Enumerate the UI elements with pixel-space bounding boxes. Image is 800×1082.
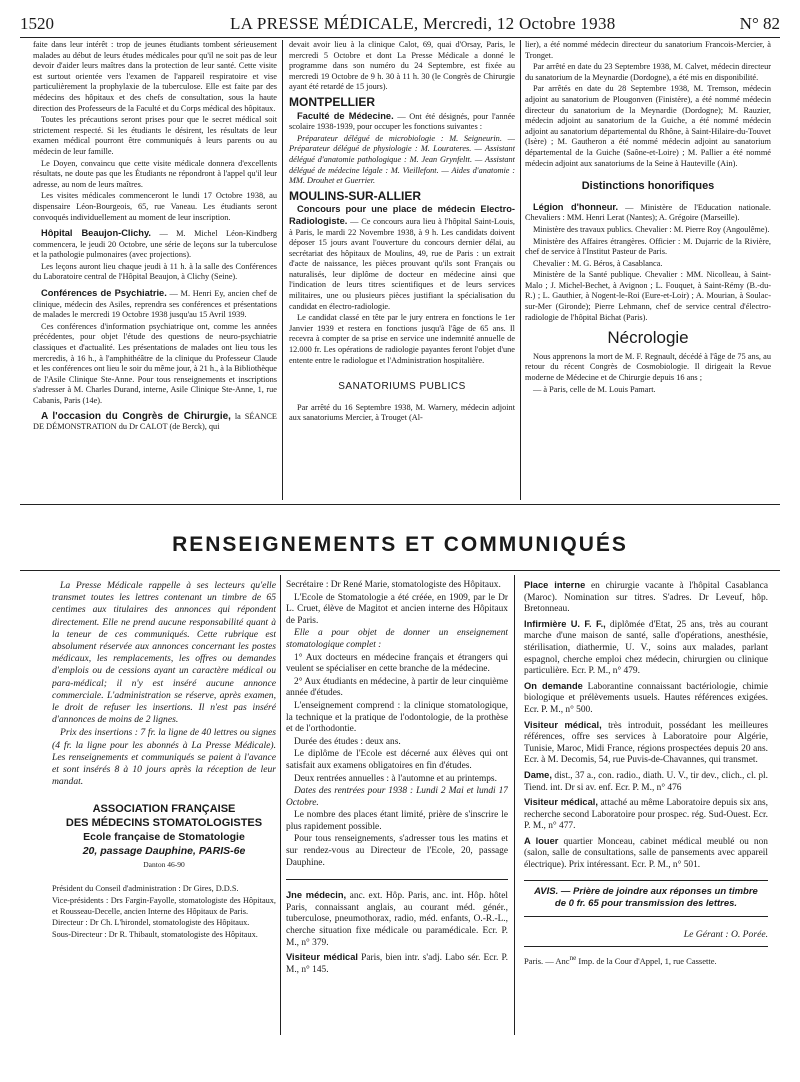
paragraph: faite dans leur intérêt : trop de jeunes étudiants tombent sérieusement malades au début de leurs études médicales pour qu'il ne soit pas de leur devoir d'aider leurs maîtres dans la protection de leur santé. Cette visite est surtout orientée vers l'examen de l'appareil respiratoire et vise particulièrement la prophylaxie de la tuberculose. Elle est faite par des médecins des hôpitaux et des chefs de consultation, sous la haute direction des Professeurs de la Faculté et du Corps médical des hôpitaux. [33, 40, 277, 113]
avis-box [524, 880, 768, 917]
column-1 [33, 40, 277, 500]
association-name: ASSOCIATION FRANÇAISE [92, 803, 236, 816]
ad-text: Paris, bien intr. s'adj. Labo sér. Ecr. P. M., n° 145. [286, 953, 508, 975]
paragraph: — Ce concours aura lieu à l'hôpital Saint-Louis, à Paris, le mardi 22 Novembre 1938, à 9 h. Les candidats doivent déposer 15 jours avant l'ouverture du concours dernier délai, au secrétariat des hôpitaux de Moulins, 49, rue de Paris : un extrait d'acte de naissance, les pièces prouvant qu'ils sont Français ou naturalisés, leur diplôme de docteur en médecine ainsi que l'indication de leurs titres scientifiques et de leurs services militaires, une ou plusieurs pièces justifiant la spécialisation du candidat en électro-radiologie. [289, 216, 515, 311]
section-heading: Hôpital Beaujon-Clichy. [41, 228, 152, 239]
page-number-left: 1520 [20, 14, 54, 33]
paragraph: Le diplôme de l'Ecole est décerné aux élèves qui ont satisfait aux examens obligatoires en fin d'études. [286, 749, 508, 771]
ad-text: attaché au même Laboratoire depuis six ans, recherche second Laboratoire pour prospec. rég. Sud-Ouest. Ecr. P. M., n° 477. [524, 798, 768, 832]
ad-text: anc. ext. Hôp. Paris, anc. int. Hôp. hôtel Paris, connaissant anglais, au courant méd. génér., tuberculose, pneumothorax, radio, méd. enfants, O.-R.-L., cherche situation fixe médicale ou paramédicale. Ecr. P. M., n° 379. [286, 891, 508, 948]
paragraph: Ministère des Affaires étrangères. Officier : M. Dujarric de la Rivière, chef de service à l'Institut Pasteur de Paris. [525, 236, 771, 257]
ad-text: diplômée d'Etat, 25 ans, très au courant marche d'une maison de santé, salle d'opérations, anesthésie, stérilisation, diathermie, U. V., soins aux malades, parlant espagnol, cherche emploi chez médecin, chirurgien ou clinique particulière. Ecr. P. M., n° 479. [524, 619, 768, 677]
ad-heading: Visiteur médical, [524, 797, 598, 808]
paragraph: L'enseignement comprend : la clinique stomatologique, la technique et la pratique de l'odontologie, de la prothèse et de l'orthodontie. [286, 700, 508, 735]
paragraph: Préparateur délégué de microbiologie : M. Seigneurin. — Préparateur délégué de physiologie : M. Lourateres. — Assistant délégué d'anatomie pathologique : M. Jean Grynfeltt. — Assistant délégué de médecine légale : M. Vieillefont. — Aides d'anatomie : MM. Drouhet et Guerrier. [289, 133, 515, 186]
paragraph: lier), a été nommé médecin directeur du sanatorium Francois-Mercier, à Tronget. [525, 40, 771, 60]
ad-heading: Place interne [524, 580, 586, 590]
section-title: MONTPELLIER [289, 94, 375, 109]
ad-heading: On demande [524, 680, 583, 691]
paragraph: Le nombre des places étant limité, prière de s'inscrire le plus rapidement possible. [286, 810, 508, 832]
ad-text: quartier Monceau, cabinet médical meublé ou non (salon, salle de consultations, salle de pansements avec appareil électrique). Prix intéressant. Ecr. P. M., n° 501. [524, 836, 768, 871]
subsection-heading: Légion d'honneur. [533, 201, 619, 212]
paragraph: Les visites médicales commenceront le lundi 17 Octobre 1938, au dispensaire Léon-Bourgeois, 65, rue Vaneau. Les étudiants seront convoqués individuellement au moment de leur inscription. [33, 191, 277, 222]
section-title: Distinctions honorifiques [581, 180, 715, 193]
paragraph: — M. Henri Ey, ancien chef de clinique, médecin des Asiles, reprendra ses conférences et présentations de malades le mercredi 19 Octobre 1938 jusqu'au 15 Avril 1939. [33, 289, 277, 320]
paragraph: Par arrêté du 16 Septembre 1938, M. Warnery, médecin adjoint aux sanatoriums Mercier, à Trouget (Al- [289, 402, 515, 423]
paragraph: L'Ecole de Stomatologie a été créée, en 1909, par le Dr L. Cruet, élève de Magitot et ancien interne des Hôpitaux de Paris. [286, 592, 508, 626]
school-name: Ecole française de Stomatologie [83, 831, 245, 844]
paragraph: Nous apprenons la mort de M. F. Regnault, décédé à l'âge de 75 ans, au retour du récent Congrès de Cosmobiologie. Il dirigeait la Revue moderne de Médecine et de Chirurgie depuis 16 ans ; [525, 351, 771, 383]
paragraph: Pour tous renseignements, s'adresser tous les matins et sur rendez-vous au Directeur de l'Ecole, 20, passage Dauphine. [286, 834, 508, 868]
paragraph: Ministère de la Santé publique. Chevalier : MM. Nicolleau, à Saint-Malo ; J. Michel-Bechet, à Avignon ; L. Fouquet, à Saint-Rémy (B.-du-R.) ; L. Gauthier, à Nogent-le-Roi (Eure-et-Loir) ; A. Mourian, à Soulac-sur-Mer (Gironde); Pierre Lehmann, chef de service central d'électro-radiologie de l'hôpital Bichat (Paris). [525, 270, 771, 322]
section-title: SANATORIUMS PUBLICS [338, 381, 466, 393]
column-2 [289, 40, 515, 500]
avis-text: AVIS. — Prière de joindre aux réponses un timbre de 0 fr. 65 pour transmission des lettres. [534, 885, 758, 909]
issue-number: N° 82 [739, 14, 780, 33]
paragraph: Président du Conseil d'administration : Dr Gires, D.D.S. [52, 884, 239, 894]
ad-heading: Infirmière U. F. F., [524, 618, 606, 629]
notice: Prix des insertions : 7 fr. la ligne de 40 lettres ou signes (4 fr. la ligne pour les abonnés à La Presse Médicale). Les renseignements et communiqués se paient à l'avance et sont insérés 8 à 10 jours après la réception de leur mandat. [52, 727, 276, 788]
column-divider [280, 575, 281, 1035]
phone: Danton 46-90 [143, 860, 185, 870]
section-title: Nécrologie [607, 328, 689, 348]
paragraph: — Ont été désignés, pour l'année scolaire 1938-1939, pour occuper les fonctions suivantes : [289, 111, 515, 132]
subsection-heading: Concours pour une place de médecin Electro-Radiologiste. [289, 204, 515, 226]
paragraph: Directeur : Dr Ch. L'hirondel, stomatologiste des Hôpitaux. [52, 918, 250, 928]
bottom-column-2 [286, 580, 508, 1035]
bottom-column-1 [52, 580, 276, 1035]
paragraph: la SÉANCE DE DÉMONSTRATION du Dr CALOT (de Berck), qui [33, 411, 277, 432]
ad-heading: Jne médecin, [286, 890, 347, 901]
paragraph: Deux rentrées annuelles : à l'automne et au printemps. [294, 773, 497, 784]
paragraph: Ces conférences d'information psychiatrique ont, comme les années précédentes, pour objet l'étude des questions de neuro-psychiatrie classiques et d'actualité. Les présentations de malades ont lieu tous les mercredis, à 16 h., à l'amphithéâtre de la clinique du Professeur Claude et les conférences ont lieu le soir du même jour, à 21 h., à la Bibliothèque de l'Asile Clinique Ste-Anne. Pour tous renseignements et inscriptions s'adresser à M. Charles Durand, interne, Asile Clinique Ste-Anne, 1, rue Cabanis, Paris (14e). [33, 321, 277, 405]
ad-heading: Dame, [524, 769, 552, 780]
paragraph: Secrétaire : Dr René Marie, stomatologiste des Hôpitaux. [286, 580, 501, 590]
banner-rule [20, 570, 780, 571]
ad-text: dist., 37 a., con. radio., diath. U. V., tir dev., clich., cl. pl. Tiend. int. Dr si av. enf. Ecr. P. M., n° 476 [524, 770, 768, 793]
section-rule [20, 504, 780, 505]
section-heading: Conférences de Psychiatrie. [41, 288, 167, 299]
banner-title: RENSEIGNEMENTS ET COMMUNIQUÉS [172, 533, 628, 556]
paragraph: 1° Aux docteurs en médecine français et étrangers qui veulent se spécialiser en cette branche de la médecine. [286, 652, 508, 675]
paragraph: Sous-Directeur : Dr R. Thibault, stomatologiste des Hôpitaux. [52, 929, 258, 939]
column-divider [514, 575, 515, 1035]
footer-rule [524, 946, 768, 947]
ad-text: Laborantine connaissant bactériologie, chimie biologique et prélèvements usuels. Hautes références exigées. Ecr. P. M., n° 500. [524, 681, 768, 715]
school-address: 20, passage Dauphine, PARIS-6e [82, 845, 246, 858]
header-rule [20, 37, 780, 38]
gerant-line: Le Gérant : O. Porée. [683, 928, 768, 940]
column-divider [520, 40, 521, 500]
subsection-heading: Faculté de Médecine. [297, 110, 394, 121]
paragraph: Vice-présidents : Drs Fargin-Fayolle, stomatologiste des Hôpitaux, et Rousseau-Decelle, ancien Interne des Hôpitaux de Paris. [52, 896, 276, 916]
page-header [20, 14, 780, 36]
paragraph: — à Paris, celle de M. Louis Pamart. [533, 384, 656, 394]
notice: La Presse Médicale rappelle à ses lecteurs qu'elle transmet toutes les lettres contenant un timbre de 65 centimes aux titulaires des annonces qui répondent directement. Elle ne prend aucune responsabilité quant à la teneur de ces communiqués. Cette rubrique est absolument réservée aux annonces concernant les postes médicaux, les remplacements, les offres ou demandes d'emplois ou de cessions ayant un caractère médical ou para-médical; il n'y est inséré aucune annonce commerciale. L'administration se réserve, après examen, le droit de refuser les insertions. Il n'est pas inséré d'annonces de moins de 2 lignes. [52, 580, 276, 726]
section-title: MOULINS-SUR-ALLIER [289, 188, 421, 203]
ad-text: en chirurgie vacante à l'hôpital Casablanca (Maroc). Nomination sur titres. S'adres. Dr Leveuf, hôp. Bretonneau. [524, 581, 768, 615]
ad-text: très introduit, possédant les meilleures références, offre ses services à Laboratoire pour Algérie, Tunisie, Maroc, Midi France, régions prospectées depuis 20 ans. Ecr. à M. Decomis, 54, rue Puvis-de-Chavannes, qui transmet. [524, 720, 768, 766]
bottom-column-3 [524, 580, 768, 1035]
journal-title: LA PRESSE MÉDICALE, Mercredi, 12 Octobre 1938 [230, 14, 616, 33]
paragraph: Toutes les précautions seront prises pour que le secret médical soit strictement respecté. Si les étudiants le désirent, les résultats de leur examen médical pourront être communiqués à leurs parents ou au médecin de leur famille. [33, 115, 277, 156]
paragraph: devait avoir lieu à la clinique Calot, 69, quai d'Orsay, Paris, le mercredi 5 Octobre et dont La Presse Médicale a donné le programme dans son numéro du 24 Septembre, est fixée au mercredi 19 Octobre de 9 h. 30 à 11 h. 30 (le Congrès de Chirurgie ayant été retardé de 15 jours). [289, 40, 515, 92]
paragraph: Par arrêté en date du 23 Septembre 1938, M. Calvet, médecin directeur du sanatorium de la Meynardie (Dordogne), a été mis en disponibilité. [525, 62, 771, 82]
ad-heading: Visiteur médical [286, 952, 358, 963]
association-name: DES MÉDECINS STOMATOLOGISTES [65, 817, 263, 830]
column-divider [282, 40, 283, 500]
ad-heading: A louer [524, 835, 559, 846]
paragraph: 2° Aux étudiants en médecine, à partir de leur cinquième année d'études. [286, 676, 508, 699]
paragraph: Les leçons auront lieu chaque jeudi à 11 h. à la salle des Conférences du Laboratoire central de l'Hôpital Beaujon, à Clichy (Seine). [33, 261, 277, 282]
column-3 [525, 40, 771, 500]
paragraph: Par arrêtés en date du 28 Septembre 1938, M. Tremson, médecin adjoint au sanatorium de Plougonven (Finistère), a été nommé médecin directeur du sanatorium de la Meynardie (Dordogne); M. Rauzier, médecin adjoint au sanatorium de la Guiche, a été nommé médecin adjoint au sanatorium départemental du Rhône, à Saint-Hilaire-du-Touvet (Isère) ; M. Gautheron a été nommé médecin adjoint au sanatorium départemental de la Guiche (Saône-et-Loire) ; M. Pallier a été nommé médecin adjoint aux sanatoriums de la Seine à Hauteville (Ain). [525, 84, 771, 168]
association-block [52, 802, 276, 872]
paragraph: Durée des études : deux ans. [294, 736, 401, 747]
paragraph: Le candidat classé en tête par le jury entrera en fonctions le 1er Janvier 1939 et restera en fonctions jusqu'à l'âge de 65 ans. Il recevra à compter de sa prise en service une indemnité annuelle de 12.000 fr. Les opérations de radiologie payantes feront l'objet d'une entente entre le radiologue et l'Administration hospitalière. [289, 313, 515, 365]
ad-separator [286, 879, 508, 880]
paragraph: — M. Michel Léon-Kindberg commencera, le jeudi 20 Octobre, une série de leçons sur la tuberculose et la pathologie pulmonaires (avec projections). [33, 229, 277, 260]
printer-line: Paris. — Anc$^{ne}$ Imp. de la Cour d'Appel, 1, rue Cassette. [524, 954, 717, 967]
ad-heading: Visiteur médical, [524, 719, 602, 730]
paragraph: Ministère des travaux publics. Chevalier : M. Pierre Roy (Angoulême). [533, 224, 770, 234]
paragraph: — Ministère de l'Education nationale. Chevaliers : MM. Henri Lerat (Nantes); A. Grégoire (Marseille). [525, 202, 771, 223]
paragraph: Dates des rentrées pour 1938 : Lundi 2 Mai et lundi 17 Octobre. [286, 786, 508, 808]
paragraph: Elle a pour objet de donner un enseignement stomatologique complet : [286, 628, 508, 650]
paragraph: Le Doyen, convaincu que cette visite médicale donnera d'excellents résultats, ne doute pas que les Étudiants ne répondront à l'appel qu'il leur adresse, au nom de leurs maîtres. [33, 158, 277, 189]
paragraph: Chevalier : M. G. Béros, à Casablanca. [533, 258, 663, 268]
section-heading: A l'occasion du Congrès de Chirurgie, [41, 410, 231, 422]
